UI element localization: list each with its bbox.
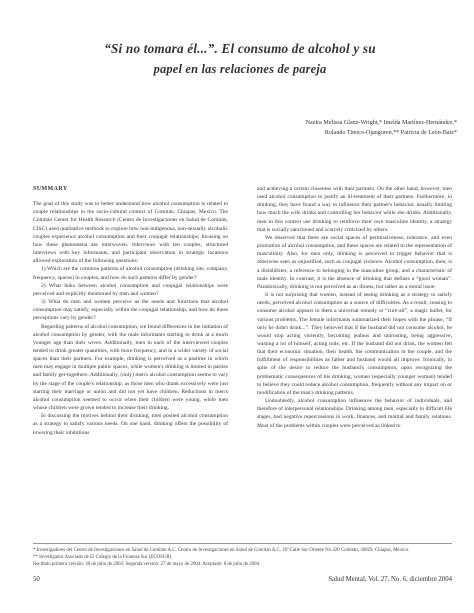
author-line-1: Nazira Melissa Glanz-Wright,* Imelda Martínez-Hernández,* [305, 120, 457, 126]
summary-paragraph: In discussing the motives behind their drinking, men posited alcohol consumption as a strategy to satisfy various needs. On one hand, drinking offers the possibility of lowering their inhibitions [33, 413, 228, 436]
summary-paragraph: We observed that there are social spaces of permissiveness, tolerance, and even promotion of alcohol consumption, and these spaces are related to the representation of masculinity. Also, for men only, drinking is perceived to trigger behavior that is otherwise seen as unjustified, such as conjugal violence. Alcohol consumption, then, is a disinhibiter, a reference to belonging in the masculine group, and a characteristic of male identity. In contrast, it is the absence of drinking that defines a “good woman”. Paradoxically, drinking is not perceived as an illness, but rather as a moral issue. [257, 234, 452, 290]
summary-paragraph: 3) What do men and women perceive as the needs and functions that alcohol consumption may satisfy, especially within the conjugal relationship, and how do these perceptions vary by gender? [33, 299, 228, 322]
page-number: 50 [33, 576, 40, 583]
summary-right-column [257, 185, 452, 430]
author-list [127, 118, 457, 138]
journal-citation: Salud Mental, Vol. 27, No. 6, diciembre 2004 [328, 576, 452, 583]
summary-paragraph: and achieving a certain closeness with their partners. On the other hand, however, men used alcohol consumption to justify an ill-treatment of their partners. Furthermore, in drinking, they have found a way to influence their partner's behavior, usually limiting how much the wife drinks and controlling her behavior while she drinks. Additionally, men in this context use drinking to reinforce their own masculine identity, a strategy that is socially sanctioned and scarcely criticized by others. [257, 186, 452, 233]
summary-heading: SUMMARY [33, 186, 68, 192]
footnote-received: Recibido primera versión: 30 de julio de 2003. Segunda versión: 27 de mayo de 2004. Aceptado: 8 de julio de 2004. [33, 562, 261, 568]
footnote-divider [33, 543, 452, 544]
footnote-affiliation: * Investigadores del Centro de Investigaciones en Salud de Comitán A.C. Centro de Investigaciones en Salud de Comitán A.C. 10ª Calle Sur Oriente No.220 Comitán, 30029, Chiapas, México. [33, 548, 410, 553]
summary-paragraph: Regarding patterns of alcohol consumption, we found differences in the initiation of alcohol consumption by gender, with the male informants starting to drink at a much younger age than their wives. Additionally, men in each of the interviewed couples tended to drink greater quantities, with more frequency, and in a wider variety of social spaces than their partners. For example, drinking is perceived as a pastime in which men may engage in multiple public spaces, while women's drinking is limited to parties and family get-togethers. Additionally, (only) men's alcohol consumption seems to vary by the stage of the couple's relationship, as those men who drank excessively were just starting their marriage or union and did not yet have children. Reductions in men's alcohol consumption seemed to occur when their children were young, while men whose children were grown tended to increase their drinking. [33, 323, 228, 412]
summary-paragraph: Undoubtedly, alcohol consumption influences the behavior of individuals, and therefore of interpersonal relationships. Drinking among men, especially in difficult life stages, had negative repercussions in work, finances, and marital and family relations. Most of the problems within couples were perceived as linked to [257, 398, 452, 429]
summary-paragraph: 1) Which are the common patterns of alcohol consumption (drinking site, company, frequency, spaces) in couples, and how do such patterns differ by gender? [33, 266, 228, 281]
article-title-line-1: “Si no tomara él...”. El consumo de alcohol y su [104, 41, 376, 56]
article-title-line-2: papel en las relaciones de pareja [153, 62, 327, 76]
footnotes [33, 547, 452, 569]
summary-paragraph: The goal of this study was to better understand how alcohol consumption is related to couple relationships in the socio-cultural context of Comitán, Chiapas, Mexico. The Comitán Center for Health Research (Centro de Investigaciones en Salud de Comitán, CISC) used qualitative methods to explore how non-indigenous, non-sexually alcoholic couples experience alcohol consumption and their conjugal relationships; focusing on how these phenomena are interwoven. Interviews with ten couples, structured interviews with key informants, and participant observation in strategic locations allowed exploration of the following questions: [33, 201, 228, 265]
author-line-2: Rolando Tinoco-Ojanguren,** Patricia de León-Baiz* [324, 130, 457, 137]
footnote-associate: ** Investigador Asociado de El Colegio de la Frontera Sur (ECOSUR). [33, 555, 173, 561]
summary-paragraph: 2) What links between alcohol consumption and conjugal relationships were perceived and explicitly mentioned by men and women? [33, 282, 228, 297]
summary-paragraph: It is not surprising that women, instead of seeing drinking as a strategy to satisfy needs, perceived alcohol consumption as a source of difficulties. As a result, ceasing to consume alcohol appears to them a universal remedy or “cure-all”, a magic bullet, for various problems. The female informants summarized their hopes with the phrase, “If only he didn't drink...”. They believed that if the husband did not consume alcohol, he would stop acting violently, becoming jealous and untrusting, being aggressive, wasting a lot of himself, acting rude, etc. If the husband did not drink, the women felt that their economic situation, their health, the communication in the couple, and the fulfillment of responsibilities as father and husband would all improve. Ironically, in spite of the desire to reduce the husband's consumption, upon recognizing the problematic consequences of his drinking, women (especially younger women) tended to believe they could reduce alcohol consumption, frequently without any impact on or modification of the man's drinking patterns. [257, 292, 452, 396]
summary-left-column [33, 185, 228, 437]
